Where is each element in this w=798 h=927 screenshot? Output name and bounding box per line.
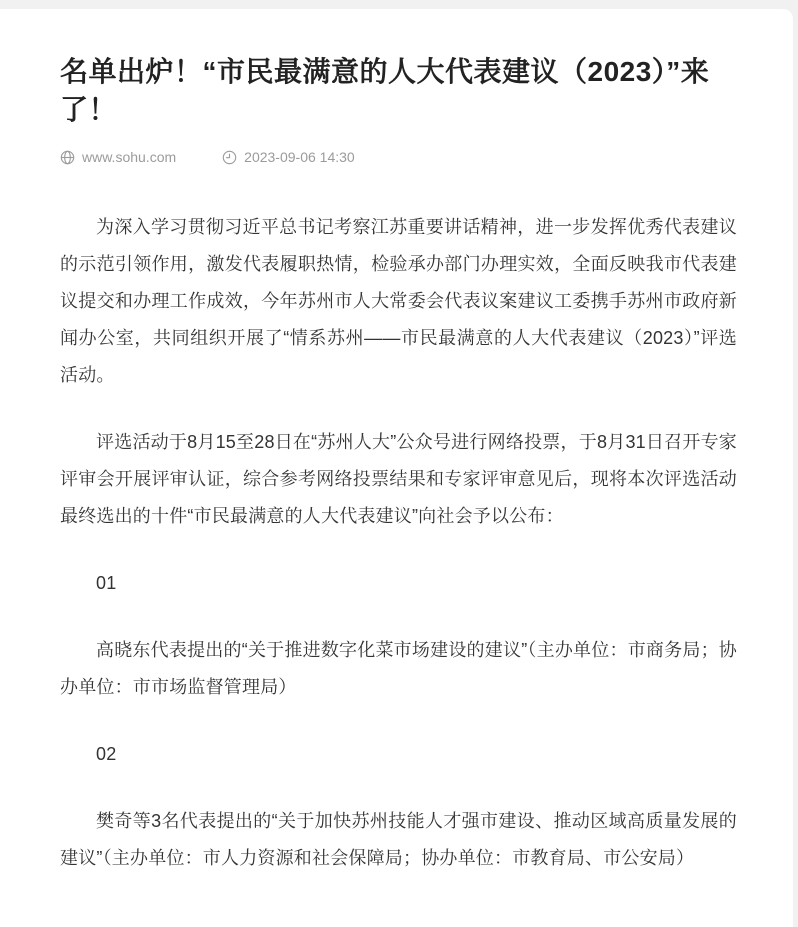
clock-icon	[222, 150, 237, 165]
article-paragraph-item-02: 樊奇等3名代表提出的“关于加快苏州技能人才强市建设、推动区域高质量发展的建议”（主办单位：市人力资源和社会保障局；协办单位：市教育局、市公安局）	[60, 811, 737, 868]
section-number-02: 02	[96, 744, 117, 764]
article-paragraph-item-01: 高晓东代表提出的“关于推进数字化菜市场建设的建议”（主办单位：市商务局；协办单位：市市场监督管理局）	[60, 640, 737, 697]
article-body	[60, 209, 737, 877]
meta-published-time	[222, 149, 355, 165]
article-meta	[60, 149, 737, 165]
article-paragraph-intro: 为深入学习贯彻习近平总书记考察江苏重要讲话精神，进一步发挥优秀代表建议的示范引领作用，激发代表履职热情，检验承办部门办理实效，全面反映我市代表建议提交和办理工作成效，今年苏州市人大常委会代表议案建议工委携手苏州市政府新闻办公室，共同组织开展了“情系苏州——市民最满意的人大代表建议（2023）”评选活动。	[60, 217, 737, 385]
article-title: 名单出炉！“市民最满意的人大代表建议（2023）”来了！	[60, 56, 710, 125]
meta-source-label: www.sohu.com	[82, 149, 177, 165]
article-paragraph-voting: 评选活动于8月15至28日在“苏州人大”公众号进行网络投票，于8月31日召开专家评审会开展评审认证，综合参考网络投票结果和专家评审意见后，现将本次评选活动最终选出的十件“市民最满意的人大代表建议”向社会予以公布：	[60, 432, 737, 526]
meta-source	[60, 149, 176, 165]
globe-icon	[60, 150, 75, 165]
meta-time-label: 2023-09-06 14:30	[244, 149, 355, 165]
article-card	[0, 9, 793, 927]
section-number-01: 01	[96, 573, 117, 593]
